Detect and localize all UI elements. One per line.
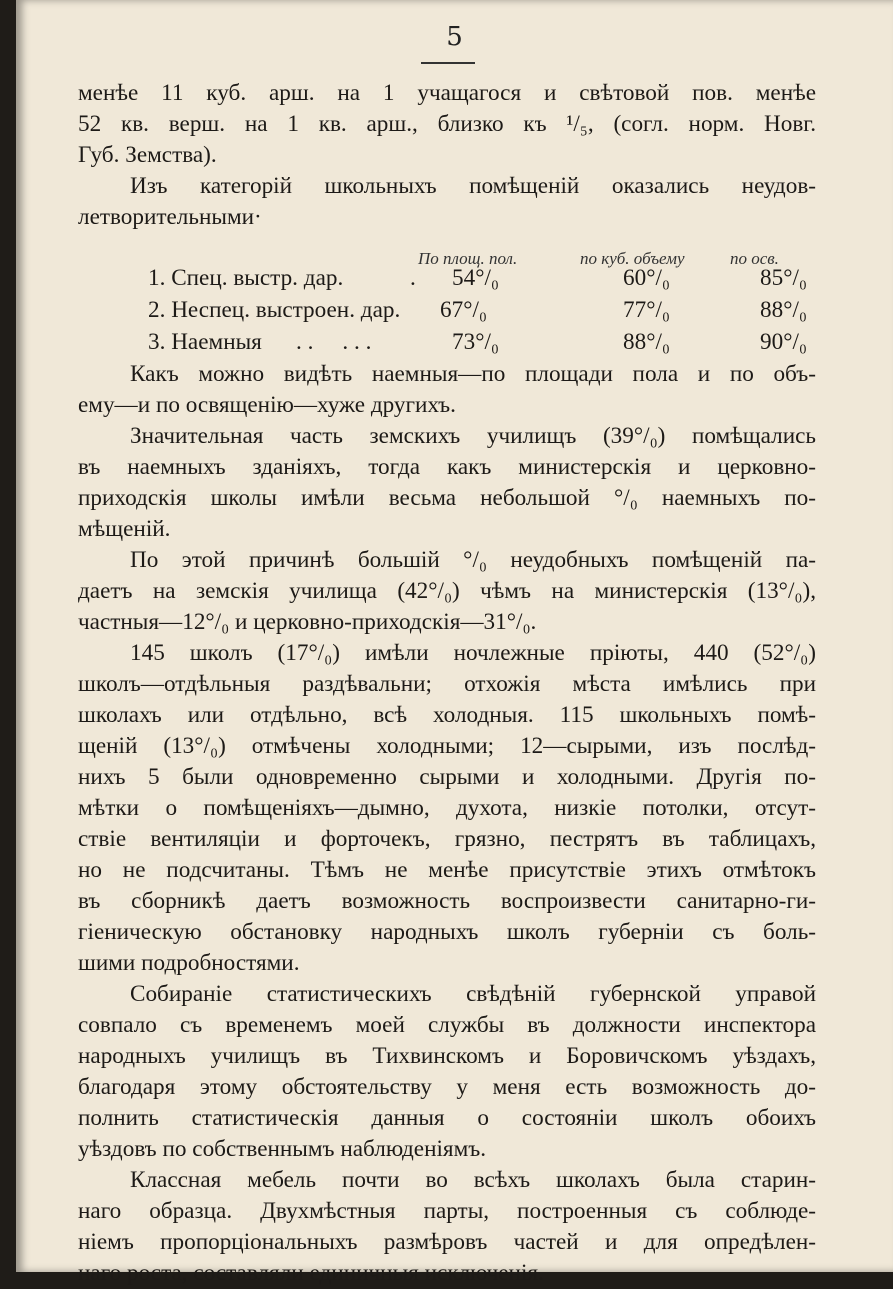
text-line: благодаря этому обстоятельству у меня есть возможность до-: [78, 1074, 816, 1100]
text-line: полнить статистическія данныя о состояніи школъ обоихъ: [78, 1105, 816, 1131]
row-label: 1. Спец. выстр. дар.: [148, 265, 344, 291]
text-line: уѣздовъ по собственнымъ наблюденіямъ.: [78, 1136, 487, 1162]
row-dots: . . . . .: [296, 329, 372, 355]
row-volume: 88°/₀: [623, 329, 670, 355]
book-page: [16, 0, 893, 1286]
text-line: ніемъ пропорціональныхъ размѣровъ частей и для опредѣлен-: [78, 1229, 816, 1255]
text-line: ствіе вентиляціи и форточекъ, грязно, пестрятъ въ таблицахъ,: [78, 826, 816, 852]
row-light: 88°/₀: [760, 297, 807, 323]
text-line: народныхъ училищъ въ Тихвинскомъ и Боровичскомъ уѣздахъ,: [78, 1043, 816, 1069]
text-line: частныя—12°/₀ и церковно-приходскія—31°/₀.: [78, 609, 537, 635]
text-line: Собираніе статистическихъ свѣдѣній губернской управой: [130, 981, 816, 1007]
header-light: по осв.: [730, 249, 779, 268]
row-volume: 60°/₀: [623, 265, 670, 291]
page-number-rule: [421, 62, 475, 64]
text-line: 145 школъ (17°/₀) имѣли ночлежные пріюты, 440 (52°/₀): [130, 640, 816, 666]
row-area: 67°/₀: [440, 297, 487, 323]
text-line: ему—и по освященію—хуже другихъ.: [78, 392, 456, 418]
text-line: но не подсчитаны. Тѣмъ не менѣе присутствіе этихъ отмѣтокъ: [78, 857, 816, 883]
text-line: По этой причинѣ большій °/₀ неудобныхъ помѣщеній па-: [130, 547, 816, 573]
text-line: летворительными·: [78, 204, 262, 230]
text-line: совпало съ временемъ моей службы въ должности инспектора: [78, 1012, 816, 1038]
row-light: 85°/₀: [760, 265, 807, 291]
table-row: [78, 263, 816, 295]
text-line: Губ. Земства).: [78, 142, 217, 168]
text-line: Значительная часть земскихъ училищъ (39°/₀) помѣщались: [130, 423, 816, 449]
text-line: школахъ или отдѣльно, всѣ холодныя. 115 школьныхъ помѣ-: [78, 702, 816, 728]
page-number: 5: [446, 22, 463, 52]
text-line: даетъ на земскія училища (42°/₀) чѣмъ на министерскія (13°/₀),: [78, 578, 816, 604]
text-line: мѣщеній.: [78, 516, 171, 542]
row-area: 73°/₀: [452, 329, 499, 355]
row-area: 54°/₀: [452, 265, 499, 291]
page-body: [78, 78, 816, 1289]
row-dots: .: [410, 265, 416, 291]
text-line: наго роста, составляли единичныя исключенія.: [78, 1260, 544, 1286]
text-line: Какъ можно видѣть наемныя—по площади пола и по объ-: [130, 361, 816, 387]
row-volume: 77°/₀: [623, 297, 670, 323]
header-area: По площ. пол.: [418, 249, 518, 268]
row-light: 90°/₀: [760, 329, 807, 355]
row-label: 3. Наемныя: [148, 329, 262, 355]
table-row: [78, 327, 816, 359]
text-line: мѣтки о помѣщеніяхъ—дымно, духота, низкіе потолки, отсут-: [78, 795, 816, 821]
row-label: 2. Неспец. выстроен. дар.: [148, 297, 401, 323]
text-line: приходскія школы имѣли весьма небольшой °/₀ наемныхъ по-: [78, 485, 816, 511]
text-line: гіеническую обстановку народныхъ школъ губерніи съ боль-: [78, 919, 816, 945]
text-line: въ наемныхъ зданіяхъ, тогда какъ министерскія и церковно-: [78, 454, 816, 480]
table-row: [78, 295, 816, 327]
text-line: школъ—отдѣльныя раздѣвальни; отхожія мѣста имѣлись при: [78, 671, 816, 697]
text-line: шими подробностями.: [78, 950, 300, 976]
text-line: Изъ категорій школьныхъ помѣщеній оказались неудов-: [130, 173, 816, 199]
text-line: наго образца. Двухмѣстныя парты, построенныя съ соблюде-: [78, 1198, 816, 1224]
text-line: менѣе 11 куб. арш. на 1 учащагося и свѣтовой пов. менѣе: [78, 80, 816, 106]
text-line: щеній (13°/₀) отмѣчены холодными; 12—сырыми, изъ послѣд-: [78, 733, 816, 759]
text-line: 52 кв. верш. на 1 кв. арш., близко къ ¹/₅, (согл. норм. Новг.: [78, 111, 816, 137]
header-volume: по куб. объему: [580, 249, 685, 268]
table-header: [78, 233, 816, 268]
text-line: въ сборникѣ даетъ возможность воспроизвести санитарно-ги-: [78, 888, 816, 914]
text-line: Классная мебель почти во всѣхъ школахъ была старин-: [130, 1167, 816, 1193]
text-line: нихъ 5 были одновременно сырыми и холодными. Другія по-: [78, 764, 816, 790]
